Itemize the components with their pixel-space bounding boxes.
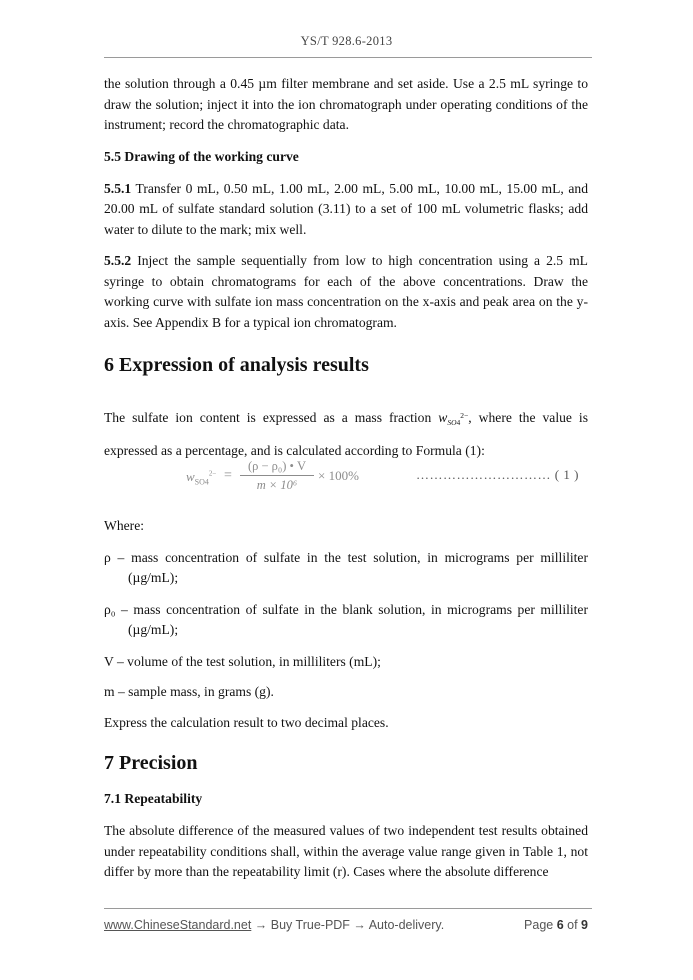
footer-promo: → Buy True-PDF → Auto-delivery. <box>251 918 445 932</box>
w-symbol: w <box>438 410 448 425</box>
of-word: of <box>563 918 582 932</box>
clause-text: Inject the sample sequentially from low to high concentration using a 2.5 mL syringe to obtain chromatograms for each of the above concentrations. Draw the working curve with sulfate ion mass concentration on the x-axis and peak area on the y-axis. See Appendix B for a typical ion chromatogram. <box>104 253 588 330</box>
definition-rho0: ρ₀ – mass concentration of sulfate in the blank solution, in micrograms per milliliter (µg/mL); <box>104 601 588 637</box>
formula-w: w <box>186 469 195 484</box>
section-5-5-heading: 5.5 Drawing of the working curve <box>104 148 299 164</box>
definition-m: m – sample mass, in grams (g). <box>104 684 274 699</box>
w-subscript: SO <box>447 417 457 427</box>
page-footer <box>104 918 592 932</box>
page-content <box>104 74 588 465</box>
para-end: , where the value is expressed as a percentage, and is calculated according to Formula (1): <box>104 410 589 458</box>
page-content-lower <box>104 516 588 883</box>
page-header-standard-code: YS/T 928.6-2013 <box>300 34 393 48</box>
page-indicator <box>524 918 588 932</box>
header-divider <box>104 57 592 58</box>
current-page-number: 6 <box>556 918 564 932</box>
w-subscript-index: 4 <box>456 417 461 427</box>
paragraph-5-5-1 <box>104 179 588 241</box>
para-start: The sulfate ion content is expressed as a mass fraction <box>104 410 439 425</box>
formula-number-label: ………………………… ( 1 ) <box>416 467 579 482</box>
footer-site-link[interactable]: www.ChineseStandard.net <box>104 918 252 932</box>
footer-divider <box>104 908 592 909</box>
formula-fraction <box>240 458 314 493</box>
formula-denominator: m × 10⁶ <box>256 478 298 492</box>
page-word: Page <box>524 918 557 932</box>
formula-numerator: (ρ − ρ₀) • V <box>247 459 307 473</box>
section-7-heading: 7 Precision <box>104 752 198 774</box>
section-7-1-heading: 7.1 Repeatability <box>104 791 203 806</box>
repeatability-paragraph: The absolute difference of the measured values of two independent test results obtained under repeatability conditions shall, within the average value range given in Table 1, not differ by more than the repeatability limit (r). Cases where the absolute difference <box>104 823 588 879</box>
formula-lhs-sub: SO <box>194 477 205 487</box>
w-superscript: 2− <box>460 411 469 420</box>
definition-rho: ρ – mass concentration of sulfate in the test solution, in micrograms per milliliter (µg/mL); <box>104 549 588 585</box>
section-6-heading: 6 Expression of analysis results <box>104 354 369 376</box>
clause-number: 5.5.2 <box>104 253 132 268</box>
paragraph-5-5-2 <box>104 251 588 333</box>
clause-text: Transfer 0 mL, 0.50 mL, 1.00 mL, 2.00 mL, 5.00 mL, 10.00 mL, 15.00 mL, and 20.00 mL of sulfate standard solution (3.11) to a set of 100 mL volumetric flasks; add water to dilute to the mark; mix well. <box>104 180 588 237</box>
formula-1 <box>104 458 588 498</box>
decimal-note: Express the calculation result to two decimal places. <box>104 714 389 730</box>
formula-lhs-sup: 2− <box>208 469 217 478</box>
total-page-number: 9 <box>581 918 588 932</box>
fraction-bar <box>240 475 314 476</box>
clause-number: 5.5.1 <box>104 180 132 196</box>
formula-multiplier: × 100% <box>318 468 359 483</box>
formula-lhs-sub-index: 4 <box>204 477 209 487</box>
where-label: Where: <box>104 518 144 533</box>
intro-paragraph: the solution through a 0.45 µm filter membrane and set aside. Use a 2.5 mL syringe to draw the solution; inject it into the ion chromatograph under operating conditions of the instrument; record the chromatographic data. <box>104 76 588 132</box>
definition-v: V – volume of the test solution, in milliliters (mL); <box>104 653 381 669</box>
formula-equals: = <box>224 468 232 483</box>
mass-fraction-paragraph <box>104 402 588 465</box>
formula-lhs <box>186 469 216 487</box>
